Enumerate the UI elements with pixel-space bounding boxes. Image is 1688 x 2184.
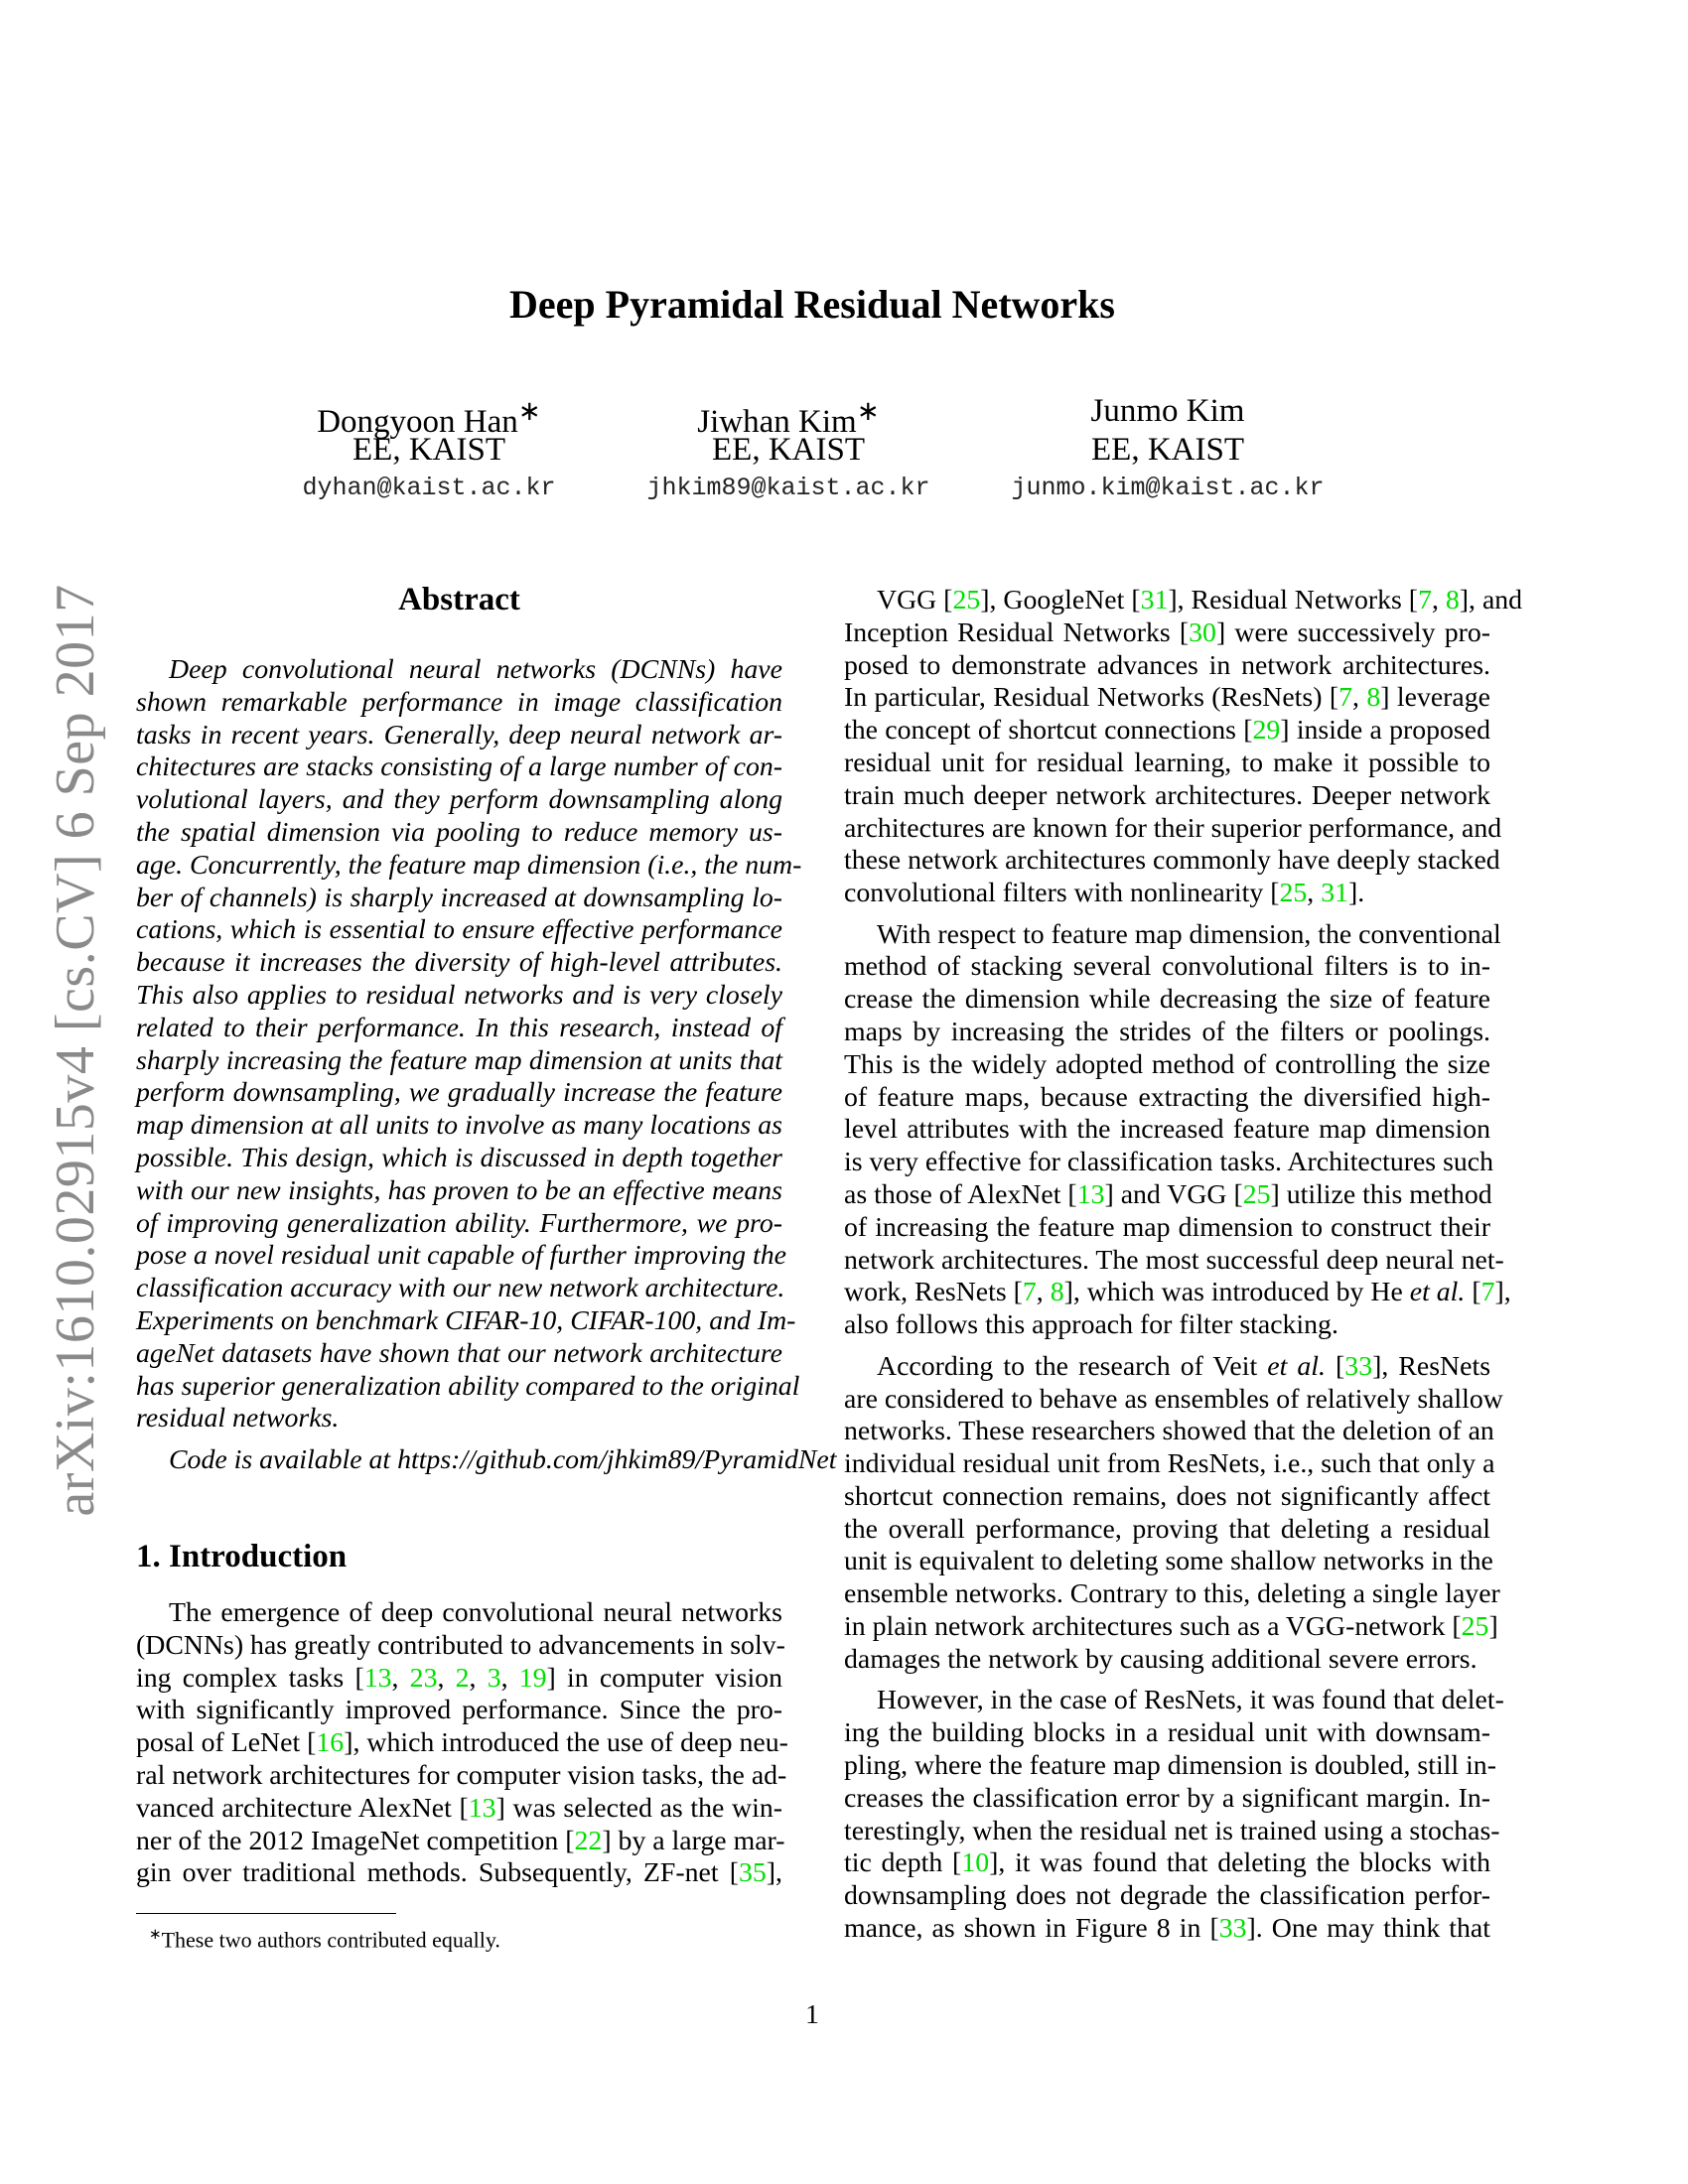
text-run: In particular, Residual Networks (ResNets) <box>844 682 1330 714</box>
text-run: and VGG <box>1113 1179 1234 1211</box>
text-line <box>136 1727 788 1760</box>
text-line <box>136 1013 782 1045</box>
citation-bracket: [ <box>943 585 953 615</box>
citation-separator: , <box>469 1662 488 1694</box>
citation-separator: , <box>1352 682 1367 714</box>
citation-link[interactable]: 2 <box>455 1662 470 1694</box>
text-run: ing the building blocks in a residual unit with downsam- <box>844 1717 1490 1749</box>
footnote-mark: ∗ <box>149 1927 162 1943</box>
text-run: damages the network by causing additional severe errors. <box>844 1643 1477 1675</box>
emphasis-text: et al. <box>1267 1350 1326 1382</box>
author-block <box>220 392 637 505</box>
text-run: shortcut connection remains, does not significantly affect <box>844 1480 1490 1512</box>
text-run: perform downsampling, we gradually increase the feature <box>136 1077 782 1109</box>
author-name-text: Jiwhan Kim <box>697 404 857 440</box>
text-run: VGG <box>877 585 944 615</box>
author-email[interactable]: dyhan@kaist.ac.kr <box>302 474 556 502</box>
text-run: were successively pro- <box>1225 616 1490 648</box>
text-run: inside a proposed <box>1289 715 1490 747</box>
text-line <box>136 849 802 883</box>
citation-link[interactable]: 13 <box>468 1792 496 1824</box>
text-run: tic depth <box>844 1847 953 1879</box>
text-run: as those of AlexNet <box>844 1179 1068 1211</box>
text-run: ing complex tasks <box>136 1662 355 1694</box>
citation-bracket: ] <box>1168 585 1178 615</box>
footnote-divider <box>136 1913 396 1914</box>
text-run: utilize this method <box>1279 1179 1492 1211</box>
citation-link[interactable]: 8 <box>1050 1277 1064 1308</box>
footnote <box>149 1923 500 1952</box>
text-line <box>844 1611 1498 1644</box>
text-line <box>844 845 1500 878</box>
citation-bracket: ] <box>1270 1179 1280 1211</box>
text-line <box>844 1913 1490 1946</box>
author-affiliation: EE, KAIST <box>712 432 865 468</box>
text-line <box>136 1338 782 1371</box>
text-line <box>844 682 1490 715</box>
citation-bracket: [ <box>1131 585 1141 615</box>
text-line <box>844 1685 1504 1717</box>
text-line <box>844 951 1490 984</box>
text-line <box>844 1578 1500 1611</box>
introduction-body <box>136 1597 788 1899</box>
citation-bracket: ] <box>980 585 990 615</box>
text-run: with our new insights, has proven to be an effective means <box>136 1174 782 1206</box>
text-run: Deep convolutional neural networks (DCNNs) have <box>169 654 782 685</box>
text-line <box>844 1448 1495 1481</box>
text-line <box>844 1244 1504 1278</box>
text-line <box>136 1143 782 1175</box>
text-line <box>844 1644 1490 1677</box>
paragraph <box>136 654 802 1435</box>
citation-link[interactable]: 25 <box>1279 878 1308 909</box>
citation-link[interactable]: 7 <box>1338 682 1353 714</box>
text-run: vanced architecture AlexNet <box>136 1792 460 1824</box>
citation-link[interactable]: 7 <box>1418 585 1432 615</box>
text-line <box>844 1277 1511 1309</box>
citation-link[interactable]: 7 <box>1022 1277 1037 1308</box>
text-run: Experiments on benchmark CIFAR-10, CIFAR-100, and Im- <box>136 1304 796 1336</box>
text-line <box>844 1017 1490 1049</box>
paragraph <box>136 1597 788 1890</box>
text-run: However, in the case of ResNets, it was found that delet- <box>877 1685 1504 1716</box>
text-run: , and <box>1469 585 1523 615</box>
text-run: has superior generalization ability compared to the original <box>136 1370 800 1402</box>
text-run: unit is equivalent to deleting some shallow networks in the <box>844 1546 1493 1577</box>
citation-bracket: ] <box>1380 682 1390 714</box>
citation-bracket: [ <box>1408 585 1419 615</box>
text-run: because it increases the diversity of high-level attributes. <box>136 947 782 979</box>
citation-bracket: [ <box>1329 682 1339 714</box>
citation-link[interactable]: 33 <box>1344 1350 1373 1382</box>
citation-link[interactable]: 13 <box>363 1662 392 1694</box>
text-line <box>844 1179 1490 1212</box>
citation-separator: , <box>391 1662 410 1694</box>
citation-bracket: ] <box>602 1825 612 1856</box>
text-line <box>136 784 782 817</box>
text-run: (DCNNs) has greatly contributed to advancements in solv- <box>136 1629 785 1661</box>
author-name-text: Dongyoon Han <box>317 404 518 440</box>
text-run: , Residual Networks <box>1177 585 1409 615</box>
text-line <box>136 1045 782 1078</box>
text-line <box>844 984 1490 1017</box>
citation-bracket: [ <box>1013 1277 1023 1308</box>
text-run <box>1326 1351 1336 1382</box>
citation-separator: , <box>437 1662 456 1694</box>
citation-separator: , <box>500 1662 519 1694</box>
author-email[interactable]: jhkim89@kaist.ac.kr <box>646 474 930 502</box>
text-line <box>844 1049 1490 1082</box>
text-run: posed to demonstrate advances in network architectures. <box>844 649 1490 681</box>
text-run: mance, as shown in Figure 8 in <box>844 1912 1210 1944</box>
text-line <box>136 654 782 687</box>
text-line <box>844 918 1501 952</box>
author-name <box>959 392 1376 431</box>
text-run: , GoogleNet <box>989 585 1132 615</box>
text-run: chitectures are stacks consisting of a large number of con- <box>136 751 782 783</box>
citation-bracket: ] <box>1215 616 1226 648</box>
citation-bracket: [ <box>565 1825 575 1856</box>
citation-link[interactable]: 7 <box>1480 1277 1495 1308</box>
citation-bracket: [ <box>1336 1350 1345 1382</box>
text-line <box>844 1481 1490 1514</box>
text-line <box>844 1114 1490 1147</box>
text-run: . One may think that <box>1255 1912 1490 1944</box>
text-run: the spatial dimension via pooling to reduce memory us- <box>136 816 782 848</box>
citation-bracket: [ <box>1179 616 1190 648</box>
text-run: crease the dimension while decreasing the size of feature <box>844 984 1490 1016</box>
text-line <box>136 1370 800 1404</box>
text-line <box>136 1857 782 1890</box>
text-run: , ResNets <box>1381 1350 1491 1382</box>
citation-bracket: [ <box>459 1792 469 1824</box>
text-line <box>136 720 782 752</box>
text-line <box>844 1082 1490 1115</box>
text-run: convolutional filters with nonlinearity <box>844 878 1271 909</box>
citation-bracket: [ <box>1472 1277 1481 1308</box>
citation-link[interactable]: 25 <box>1461 1611 1489 1643</box>
text-line <box>844 748 1490 780</box>
paragraph <box>844 585 1523 910</box>
text-run: of increasing the feature map dimension to construct their <box>844 1211 1490 1243</box>
abstract-body <box>136 654 837 1485</box>
text-line <box>136 1663 782 1696</box>
text-run: level attributes with the increased feature map dimension <box>844 1114 1490 1146</box>
author-block <box>959 392 1376 505</box>
text-run: pose a novel residual unit capable of further improving the <box>136 1240 786 1272</box>
text-line <box>136 883 782 915</box>
citation-link[interactable]: 22 <box>574 1825 603 1856</box>
author-name-text: Junmo Kim <box>1090 393 1245 429</box>
paragraph <box>844 1685 1504 1945</box>
arxiv-identifier-stamp: arXiv:1610.02915v4 [cs.CV] 6 Sep 2017 <box>45 584 106 1517</box>
text-line <box>844 1309 1490 1342</box>
citation-bracket: [ <box>1452 1611 1462 1643</box>
text-run: , <box>775 1857 782 1889</box>
text-line <box>136 1629 785 1663</box>
citation-link[interactable]: 8 <box>1445 585 1460 615</box>
text-line <box>844 1815 1500 1848</box>
text-run: shown remarkable performance in image classification <box>136 686 782 718</box>
citation-bracket: [ <box>1270 878 1280 909</box>
emphasis-text: et al. <box>1409 1277 1466 1308</box>
text-line <box>844 1416 1494 1448</box>
text-run: architectures are known for their superior performance, and <box>844 812 1502 844</box>
author-affiliation: EE, KAIST <box>352 432 505 468</box>
text-run: ber of channels) is sharply increased at downsampling lo- <box>136 882 782 913</box>
text-line <box>136 1403 782 1435</box>
text-line <box>136 1240 786 1273</box>
text-line <box>844 812 1502 846</box>
author-block <box>580 392 997 505</box>
text-run: networks. These researchers showed that the deletion of an <box>844 1416 1494 1447</box>
text-run: residual unit for residual learning, to make it possible to <box>844 747 1490 778</box>
text-line <box>136 817 782 850</box>
text-line <box>844 1546 1493 1578</box>
text-run: work, ResNets <box>844 1277 1014 1308</box>
text-run: in plain network architectures such as a VGG-network <box>844 1611 1453 1643</box>
citation-bracket: ] <box>1280 715 1290 747</box>
text-run: volutional layers, and they perform downsampling along <box>136 784 782 816</box>
citation-bracket: ] <box>1348 878 1358 909</box>
citation-link[interactable]: 29 <box>1252 715 1281 747</box>
citation-separator: , <box>1036 1277 1051 1308</box>
text-line <box>844 1383 1503 1417</box>
author-email[interactable]: junmo.kim@kaist.ac.kr <box>1011 474 1325 502</box>
citation-bracket: ] <box>766 1857 776 1889</box>
text-run: are considered to behave as ensembles of relatively shallow <box>844 1383 1503 1415</box>
text-run: sharply increasing the feature map dimension at units that <box>136 1044 782 1076</box>
text-run: ensemble networks. Contrary to this, deleting a single layer <box>844 1578 1500 1610</box>
text-run: gin over traditional methods. Subsequently, ZF-net <box>136 1857 730 1889</box>
text-line <box>844 1847 1490 1880</box>
text-run: in computer vision <box>555 1662 782 1694</box>
text-run: age. Concurrently, the feature map dimension (i.e., the num- <box>136 849 802 881</box>
citation-bracket: ] <box>1488 1611 1498 1643</box>
text-run: also follows this approach for filter stacking. <box>844 1309 1338 1341</box>
citation-link[interactable]: 10 <box>961 1847 990 1879</box>
text-run: of improving generalization ability. Furthermore, we pro- <box>136 1207 782 1239</box>
text-line <box>136 914 782 947</box>
text-run: classification accuracy with our new network architecture. <box>136 1273 785 1304</box>
citation-bracket: ] <box>1372 1350 1382 1382</box>
citation-bracket: ] <box>546 1662 556 1694</box>
author-affiliation: EE, KAIST <box>1091 432 1244 468</box>
text-run: , which introduced the use of deep neu- <box>352 1727 788 1759</box>
citation-link[interactable]: 16 <box>316 1727 345 1759</box>
text-line <box>844 1717 1490 1750</box>
section-heading-introduction: 1. Introduction <box>136 1539 348 1574</box>
equal-contribution-mark: ∗ <box>856 395 880 426</box>
citation-bracket: ] <box>344 1727 353 1759</box>
text-run: According to the research of Veit <box>877 1350 1268 1382</box>
text-line <box>844 650 1490 683</box>
text-run: Code is available at https://github.com/jhkim89/PyramidNet <box>169 1443 837 1475</box>
text-run: possible. This design, which is discussed in depth together <box>136 1142 782 1173</box>
text-run: was selected as the win- <box>504 1792 782 1824</box>
citation-bracket: ] <box>1246 1912 1256 1944</box>
text-line <box>844 617 1490 650</box>
citation-bracket: [ <box>952 1847 962 1879</box>
text-line <box>136 1597 782 1630</box>
text-run: This is the widely adopted method of controlling the size <box>844 1048 1490 1080</box>
text-run: ageNet datasets have shown that our network architecture <box>136 1337 782 1369</box>
text-run: the overall performance, proving that deleting a residual <box>844 1513 1490 1545</box>
text-line <box>844 878 1490 910</box>
text-run: maps by increasing the strides of the filters or poolings. <box>844 1017 1490 1048</box>
text-line <box>136 687 782 720</box>
citation-bracket: ] <box>989 1847 999 1879</box>
citation-link[interactable]: 8 <box>1366 682 1381 714</box>
text-run: network architectures. The most successful deep neural net- <box>844 1244 1504 1276</box>
text-run: by a large mar- <box>611 1825 785 1856</box>
text-run: cations, which is essential to ensure effective performance <box>136 914 782 946</box>
text-run: posal of LeNet <box>136 1727 308 1759</box>
citation-bracket: [ <box>1233 1179 1243 1211</box>
text-line <box>844 1880 1490 1913</box>
text-run: This also applies to residual networks and is very closely <box>136 979 782 1011</box>
paper-title: Deep Pyramidal Residual Networks <box>509 282 1115 327</box>
text-line <box>844 1351 1490 1384</box>
text-run: The emergence of deep convolutional neural networks <box>169 1597 782 1628</box>
text-run: the concept of shortcut connections <box>844 715 1244 747</box>
citation-link[interactable]: 25 <box>1242 1179 1271 1211</box>
citation-link[interactable]: 25 <box>952 585 981 615</box>
citation-bracket: ] <box>495 1792 505 1824</box>
text-run: With respect to feature map dimension, the conventional <box>877 918 1501 950</box>
citation-bracket: [ <box>354 1662 364 1694</box>
text-line <box>844 1783 1490 1816</box>
author-name <box>220 392 637 440</box>
citation-link[interactable]: 31 <box>1321 878 1348 909</box>
citation-bracket: ] <box>1104 1179 1114 1211</box>
text-run: individual residual unit from ResNets, i.e., such that only a <box>844 1448 1495 1480</box>
text-line <box>844 780 1490 813</box>
paragraph <box>844 1350 1503 1677</box>
text-run: . <box>1357 878 1365 909</box>
text-run: , which was introduced by He <box>1072 1277 1410 1308</box>
text-run: pling, where the feature map dimension is doubled, still in- <box>844 1749 1496 1781</box>
text-run: map dimension at all units to involve as many locations as <box>136 1110 782 1142</box>
text-run: Inception Residual Networks <box>844 616 1180 648</box>
text-line <box>844 715 1490 748</box>
text-line <box>136 1208 782 1241</box>
citation-link[interactable]: 3 <box>487 1662 501 1694</box>
text-line <box>844 1514 1490 1547</box>
text-run: related to their performance. In this research, instead of <box>136 1012 782 1043</box>
text-run: creases the classification error by a significant margin. In- <box>844 1782 1490 1814</box>
text-line <box>844 1749 1496 1783</box>
page-number: 1 <box>805 1999 819 2030</box>
text-run: of feature maps, because extracting the diversified high- <box>844 1081 1490 1113</box>
text-line <box>844 1212 1490 1245</box>
paragraph <box>844 918 1511 1342</box>
citation-bracket: [ <box>1067 1179 1077 1211</box>
text-run: ral network architectures for computer vision tasks, the ad- <box>136 1759 787 1791</box>
text-line <box>136 1110 782 1143</box>
text-line <box>136 1759 787 1793</box>
text-line <box>136 947 782 980</box>
text-line <box>136 1175 782 1208</box>
text-line <box>136 1443 837 1477</box>
text-run: , it was found that deleting the blocks with <box>998 1847 1490 1879</box>
text-run: these network architectures commonly have deeply stacked <box>844 845 1500 877</box>
citation-link[interactable]: 19 <box>518 1662 547 1694</box>
citation-link[interactable]: 35 <box>738 1857 767 1889</box>
citation-link[interactable]: 30 <box>1189 616 1216 648</box>
citation-separator: , <box>1307 878 1322 909</box>
text-run: terestingly, when the residual net is trained using a stochas- <box>844 1815 1500 1846</box>
text-line <box>136 1077 782 1110</box>
text-line <box>844 585 1523 617</box>
citation-bracket: ] <box>1494 1277 1504 1308</box>
citation-bracket: [ <box>1209 1912 1219 1944</box>
citation-bracket: [ <box>1243 715 1253 747</box>
citation-bracket: ] <box>1063 1277 1073 1308</box>
text-run: downsampling does not degrade the classification perfor- <box>844 1880 1490 1912</box>
citation-separator: , <box>1431 585 1446 615</box>
text-line <box>136 1304 796 1338</box>
text-run: method of stacking several convolutional filters is to in- <box>844 951 1490 983</box>
citation-link[interactable]: 31 <box>1140 585 1169 615</box>
right-column-body <box>844 585 1523 1954</box>
citation-link[interactable]: 23 <box>409 1662 438 1694</box>
citation-bracket: ] <box>1459 585 1470 615</box>
paragraph <box>136 1443 837 1477</box>
citation-link[interactable]: 33 <box>1218 1912 1247 1944</box>
text-run: train much deeper network architectures. Deeper network <box>844 779 1490 811</box>
text-line <box>136 1825 785 1858</box>
text-line <box>136 751 782 784</box>
footnote-text: These two authors contributed equally. <box>161 1927 500 1953</box>
text-line <box>136 980 782 1013</box>
citation-bracket: [ <box>307 1727 317 1759</box>
text-run: is very effective for classification tasks. Architectures such <box>844 1147 1494 1178</box>
citation-link[interactable]: 13 <box>1076 1179 1105 1211</box>
text-run: with significantly improved performance. Since the pro- <box>136 1695 782 1726</box>
text-run: residual networks. <box>136 1403 340 1434</box>
text-line <box>844 1147 1494 1179</box>
text-line <box>136 1273 785 1305</box>
abstract-heading: Abstract <box>398 582 520 617</box>
text-run: leverage <box>1389 682 1491 714</box>
text-run: , <box>1503 1277 1511 1308</box>
text-line <box>136 1695 782 1727</box>
citation-bracket: [ <box>729 1857 739 1889</box>
author-name <box>580 392 997 440</box>
equal-contribution-mark: ∗ <box>517 395 541 426</box>
text-run: tasks in recent years. Generally, deep neural network ar- <box>136 719 782 751</box>
text-line <box>136 1793 782 1826</box>
text-run: ner of the 2012 ImageNet competition <box>136 1825 566 1856</box>
